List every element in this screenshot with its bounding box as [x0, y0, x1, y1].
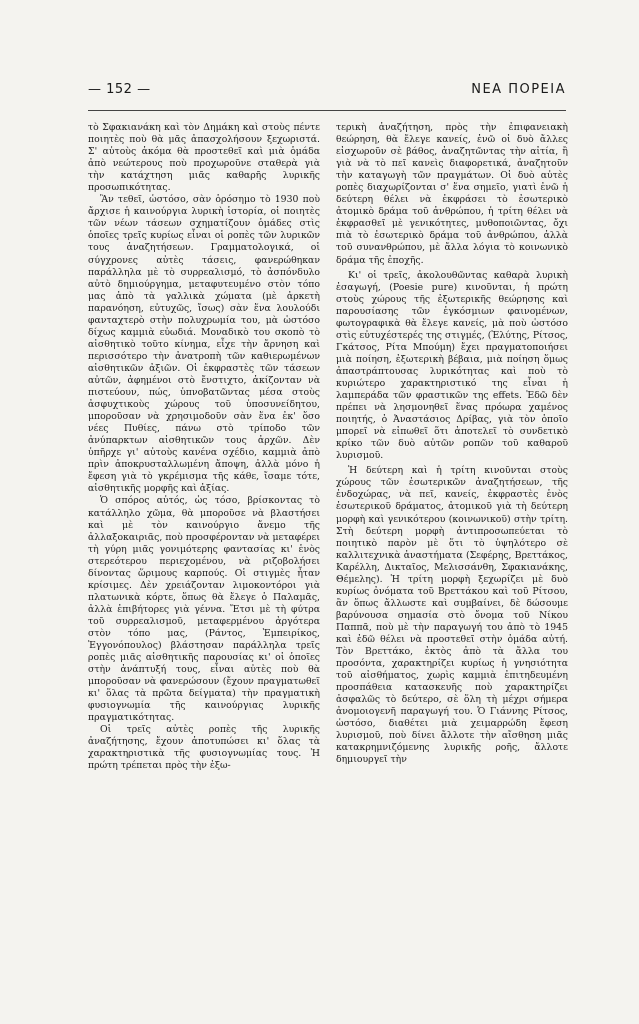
paragraph: Ὁ σπόρος αὐτός, ὡς τόσο, βρίσκοντας τὸ κατάλληλο χῶμα, θὰ μποροῦσε νὰ βλαστήσει καὶ μὲ τὸν καινούργιο ἄνεμο τῆς ἀλλαξοκαιριᾶς, ποὺ προσφέρονταν νὰ μεταφέρει τὴ γύρη μιᾶς γονιμότερης φαντασίας κι' ἑνὸς στερεότερου περιεχομένου, νὰ ριζοβολήσει δίνοντας ὥριμους καρπούς. Οἱ στιγμὲς ἦταν κρίσιμες. Δὲν χρειάζονταν λιμοκοντόροι γιὰ πλατωνικὰ κόρτε, ὅπως θὰ ἔλεγε ὁ Παλαμᾶς, ἀλλὰ ἐπιβήτορες γιὰ γέννα. Ἔτσι μὲ τὴ φύτρα τοῦ συρρεαλισμοῦ, μεταφερμένου ἀργότερα στὸν τόπο μας, (Ράντος, Ἐμπειρίκος, Ἐγγονόπουλος) βλάστησαν παράλληλα τρεῖς ροπὲς μιᾶς αἰσθητικῆς παρουσίας κι' οἱ ὁποῖες στὴν ἀνάπτυξή τους, εἶναι αὐτὲς ποὺ θὰ μποροῦσαν νὰ φανερώσουν (ἔχουν πραγματωθεῖ κι' ὅλας τὰ πρῶτα δείγματα) τὴν πραγματικὴ φυσιογνωμία τῆς καινούργιας λυρικῆς πραγματικότητας.: [88, 495, 320, 724]
paragraph: Ἡ δεύτερη καὶ ἡ τρίτη κινοῦνται στοὺς χώρους τῶν ἐσωτερικῶν ἀναζητήσεων, τῆς ἐνδοχώρας, νὰ πεῖ, κανείς, ἐκφραστὲς ἑνὸς ἐσωτερικοῦ δράματος, ἀτομικοῦ γιὰ τὴ δεύτερη μορφὴ καὶ γενικότερου (κοινωνικοῦ) στὴν τρίτη. Στὴ δεύτερη μορφὴ ἀντιπροσωπεύεται τὸ ποιητικὸ παρὸν μὲ ὅτι τὸ ὑψηλότερο σὲ καλλιτεχνικὰ ἀναστήματα (Σεφέρης, Βρεττάκος, Καρέλλη, Δικταῖος, Μελισσάνθη, Σφακιανάκης, Θέμελης). Ἡ τρίτη μορφὴ ξεχωρίζει μὲ δυὸ κυρίως ὀνόματα τοῦ Βρεττάκου καὶ τοῦ Ρίτσου, ἂν ὅπως ἄλλωστε καὶ συμβαίνει, δὲ δώσουμε βαρύνουσα σημασία στὸ ὄνομα τοῦ Νίκου Παππᾶ, ποὺ μὲ τὴν παραγωγή του ἀπὸ τὸ 1945 καὶ ἐδῶ θέλει νὰ προστεθεῖ στὴν ὁμάδα αὐτή. Τὸν Βρεττάκο, ἐκτὸς ἀπὸ τὰ ἄλλα του προσόντα, χαρακτηρίζει κυρίως ἡ γνησιότητα τοῦ αἰσθήματος, χωρὶς καμμιὰ ἐπιτηδευμένη προσπάθεια κατασκευῆς ποὺ χαρακτηρίζει ἀσφαλῶς τὸ δεύτερο, σὲ ὅλη τὴ μέχρι σήμερα ἀνομοιογενῆ παραγωγή του. Ὁ Γιάννης Ρίτσος, ὡστόσο, διαθέτει μιὰ χειμαρρώδη ἔφεση λυρισμοῦ, ποὺ δίνει ἄλλοτε τὴν αἴσθηση μιᾶς κατακρημνιζόμενης λυρικῆς ροῆς, ἄλλοτε δημιουργεῖ τὴν: [336, 465, 568, 766]
header-rule: [88, 110, 566, 111]
page-number: — 152 —: [88, 82, 151, 97]
right-column: [336, 122, 568, 766]
page-header: [88, 82, 566, 110]
journal-title: ΝΕΑ ΠΟΡΕΙΑ: [471, 82, 566, 97]
left-column: [88, 122, 320, 773]
paragraph: τὸ Σφακιανάκη καὶ τὸν Δημάκη καὶ στοὺς πέντε ποιητὲς ποὺ θὰ μᾶς ἀπασχολήσουν ξεχωριστά. Σ' αὐτοὺς ἀκόμα θὰ προστεθεῖ καὶ μιὰ ὁμάδα ἀπὸ νεώτερους ποὺ προχωροῦνε σταθερὰ γιὰ τὴν κατάχτηση μιᾶς καθαρῆς λυρικῆς προσωπικότητας.: [88, 122, 320, 194]
paragraph: Οἱ τρεῖς αὐτὲς ροπὲς τῆς λυρικῆς ἀναζήτησης, ἔχουν ἀποτυπώσει κι' ὅλας τὰ χαρακτηριστικὰ τῆς φυσιογνωμίας τους. Ἡ πρώτη τρέπεται πρὸς τὴν ἐξω-: [88, 724, 320, 772]
paragraph: τερικὴ ἀναζήτηση, πρὸς τὴν ἐπιφανειακὴ θεώρηση, θὰ ἔλεγε κανείς, ἐνῶ οἱ δυὸ ἄλλες εἰσχωροῦν σὲ βάθος, ἀναζητῶντας τὴν αἰτία, ἢ γιὰ νὰ τὸ πεῖ κανεὶς διαφορετικά, ἀναζητοῦν τὴν καταγωγὴ τῶν πραγμάτων. Οἱ δυὸ αὐτὲς ροπὲς διαχωρίζονται σ' ἕνα σημεῖο, γιατὶ ἐνῶ ἡ δεύτερη θέλει νὰ ἐκφράσει τὸ ἐσωτερικὸ ἀτομικὸ δράμα τοῦ ἀνθρώπου, ἡ τρίτη θέλει νὰ ἐκφρασθεῖ μὲ γενικότητες, μυθοποιῶντας, ὄχι πιὰ τὸ ἐσωτερικὸ δράμα τοῦ ἀνθρώπου, ἀλλὰ τοῦ συνανθρώπου, μὲ ἄλλα λόγια τὸ κοινωνικὸ δράμα τῆς ἐποχῆς.: [336, 122, 568, 266]
paragraph: Ἂν τεθεῖ, ὡστόσο, σὰν ὁρόσημο τὸ 1930 ποὺ ἄρχισε ἡ καινούργια λυρικὴ ἱστορία, οἱ ποιητὲς τῶν νέων τάσεων σχηματίζουν ὁμάδες στὶς ὁποῖες τρεῖς κυρίως εἶναι οἱ ροπὲς τῶν λυρικῶν τους ἀναζητήσεων. Γραμματολογικά, οἱ σύγχρονες αὐτὲς τάσεις, φανερώθηκαν παράλληλα μὲ τὸ συρρεαλισμό, τὸ ἀσπόνδυλο αὐτὸ δημιούργημα, μεταφυτευμένο στὸν τόπο μας ἀπὸ τὰ γαλλικὰ χώματα (μὲ ἀρκετὴ παρανόηση, εὐτυχῶς, ἴσως) σὰν ἕνα λουλούδι φανταχτερὸ στὴν πολυχρωμία του, μὰ ὡστόσο δίχως καμμιὰ εὐωδιά. Μοναδικὸ του σκοπὸ τὸ αἰσθητικὸ τοῦτο κίνημα, εἶχε τὴν ἄρνηση καὶ περισσότερο τὴν ἀνατροπὴ τῶν καθιερωμένων αἰσθητικῶν ἀξιῶν. Οἱ ἐκφραστὲς τῶν τάσεων αὐτῶν, ἀφημένοι στὸ ἔνστιχτο, ἀκίζονταν νὰ πιστεύουν, πώς, ὑπνοβατῶντας μέσα στοὺς ἀσφυχτικοὺς χώρους τοῦ ὑποσυνείδητου, μποροῦσαν νὰ χρησιμοδοῦν σὰν ἕνα ἐκ' ὅσο νέες Πυθίες, πάνω στὸ τρίποδο τῶν ἀνύπαρκτων αἰσθητικῶν τους ἀρχῶν. Δὲν ὑπῆρχε γι' αὐτοὺς κανένα σχέδιο, καμμιὰ ἀπὸ πρὶν ἀποκρυσταλλωμένη ἄποψη, ἀλλὰ μόνο ἡ ἔφεση γιὰ τὸ γκρέμισμα τῆς κάθε, ἴσαμε τότε, αἰσθητικῆς μορφῆς καὶ ἀξίας.: [88, 194, 320, 495]
paragraph: Κι' οἱ τρεῖς, ἀκολουθῶντας καθαρὰ λυρικὴ ἐσαγωγή, (Poesie pure) κινοῦνται, ἡ πρώτη στοὺς χώρους τῆς ἐξωτερικῆς θεώρησης καὶ παρουσίασης τῶν ἐγκόσμιων φαινομένων, φωτογραφικὰ θὰ ἔλεγε κανείς, μὰ ποὺ ὡστόσο στὶς εὐτυχέστερές της στιγμές, (Ἐλύτης, Ρίτσος, Γκάτσος, Ρίτα Μπούμη) ἔχει πραγματοποιήσει μιὰ ποίηση, ἐξωτερικὴ βέβαια, μιὰ ποίηση ὅμως ἀπαστράπτουσας λυρικότητας καὶ ποὺ τὸ κυριώτερο χαρακτηριστικό της εἶναι ἡ λαμπεράδα τῶν φραστικῶν της effets. Ἐδῶ δὲν πρέπει νὰ λησμονηθεῖ ἕνας πρόωρα χαμένος ποιητής, ὁ Ἀναστάσιος Δρίβας, γιὰ τὸν ὁποῖο μπορεῖ νὰ εἰπωθεῖ ὅτι ἀποτελεῖ τὸ συνδετικὸ κρίκο τῶν δυὸ αὐτῶν ροπῶν τοῦ καθαροῦ λυρισμοῦ.: [336, 269, 568, 462]
